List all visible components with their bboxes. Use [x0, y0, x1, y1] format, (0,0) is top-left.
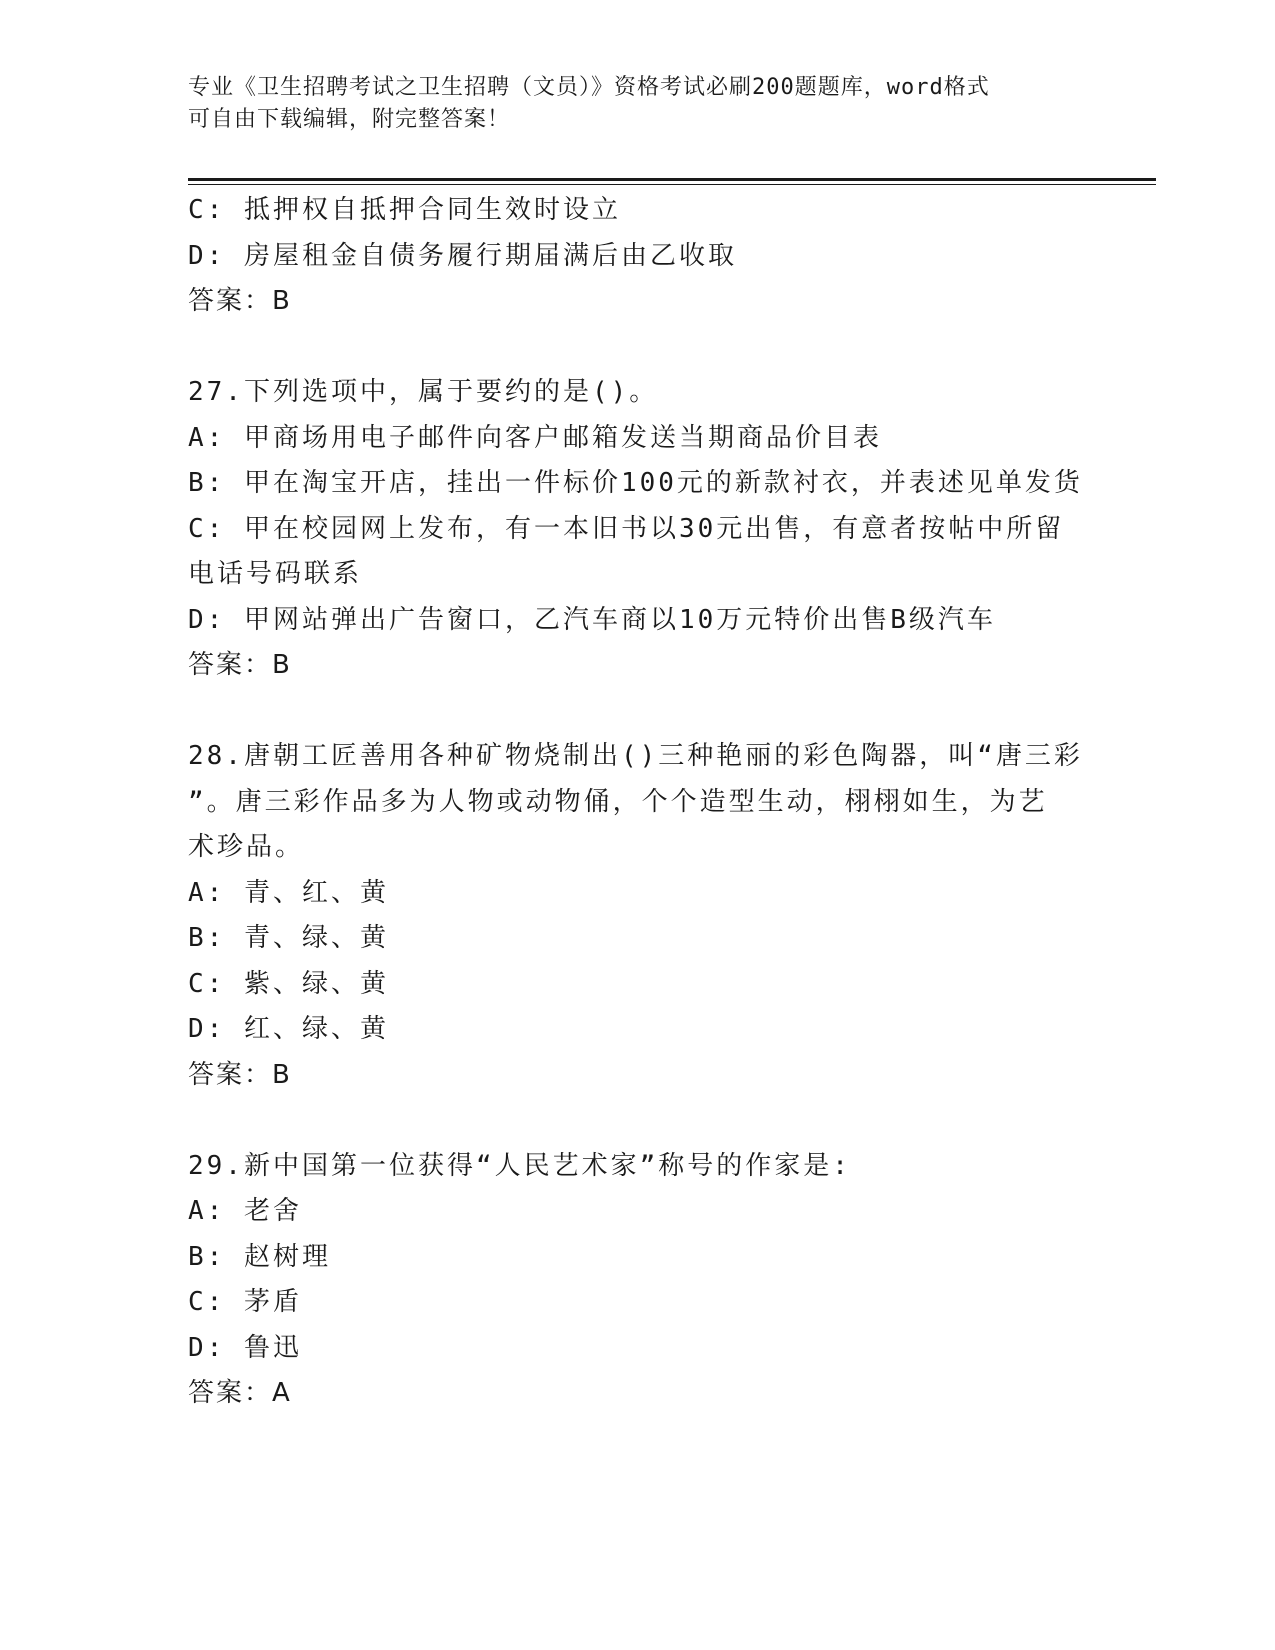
previous-question-tail [188, 188, 1088, 325]
question-block [188, 370, 1088, 689]
question-stem-line: 术珍品。 [188, 832, 305, 862]
question-block [188, 734, 1088, 1098]
question-stem-line: 28.唐朝工匠善用各种矿物烧制出()三种艳丽的彩色陶器，叫“唐三彩 [188, 741, 1083, 771]
option-line: B: 青、绿、黄 [188, 923, 389, 953]
header-line-1: 专业《卫生招聘考试之卫生招聘（文员）》资格考试必刷200题题库，word格式 [188, 75, 990, 100]
question-spacer [188, 689, 1088, 735]
answer-line: 答案：B [188, 1059, 292, 1090]
option-d: D: 房屋租金自债务履行期届满后由乙收取 [188, 240, 737, 271]
question-block [188, 1144, 1088, 1417]
option-line: 电话号码联系 [188, 559, 363, 589]
option-line: C: 紫、绿、黄 [188, 968, 389, 999]
question-stem-line: ”。唐三彩作品多为人物或动物俑，个个造型生动，栩栩如生，为艺 [188, 786, 1048, 817]
option-line: D: 鲁迅 [188, 1332, 302, 1363]
question-list [188, 325, 1088, 1417]
question-spacer [188, 325, 1088, 371]
option-line: A: 老舍 [188, 1196, 302, 1226]
question-content [188, 188, 1088, 1417]
option-line: C: 甲在校园网上发布，有一本旧书以30元出售，有意者按帖中所留 [188, 513, 1065, 544]
option-c: C: 抵押权自抵押合同生效时设立 [188, 195, 621, 225]
header-rule-thick [188, 178, 1156, 181]
answer-line: 答案：B [188, 650, 292, 680]
header-rule-thin [188, 184, 1156, 185]
question-stem-line: 29.新中国第一位获得“人民艺术家”称号的作家是: [188, 1150, 851, 1181]
option-line: A: 青、红、黄 [188, 877, 389, 908]
header-line-2: 可自由下载编辑，附完整答案！ [188, 107, 511, 132]
answer-line: 答案：B [188, 286, 292, 316]
question-stem-line: 27.下列选项中，属于要约的是()。 [188, 377, 659, 407]
document-header [188, 72, 1068, 136]
option-line: A: 甲商场用电子邮件向客户邮箱发送当期商品价目表 [188, 422, 882, 453]
option-line: C: 茅盾 [188, 1287, 302, 1317]
question-spacer [188, 1098, 1088, 1144]
answer-line: 答案：A [188, 1378, 292, 1408]
option-line: B: 赵树理 [188, 1241, 331, 1272]
option-line: B: 甲在淘宝开店，挂出一件标价100元的新款衬衣，并表述见单发货 [188, 468, 1083, 498]
option-line: D: 红、绿、黄 [188, 1014, 389, 1044]
option-line: D: 甲网站弹出广告窗口，乙汽车商以10万元特价出售B级汽车 [188, 604, 996, 635]
